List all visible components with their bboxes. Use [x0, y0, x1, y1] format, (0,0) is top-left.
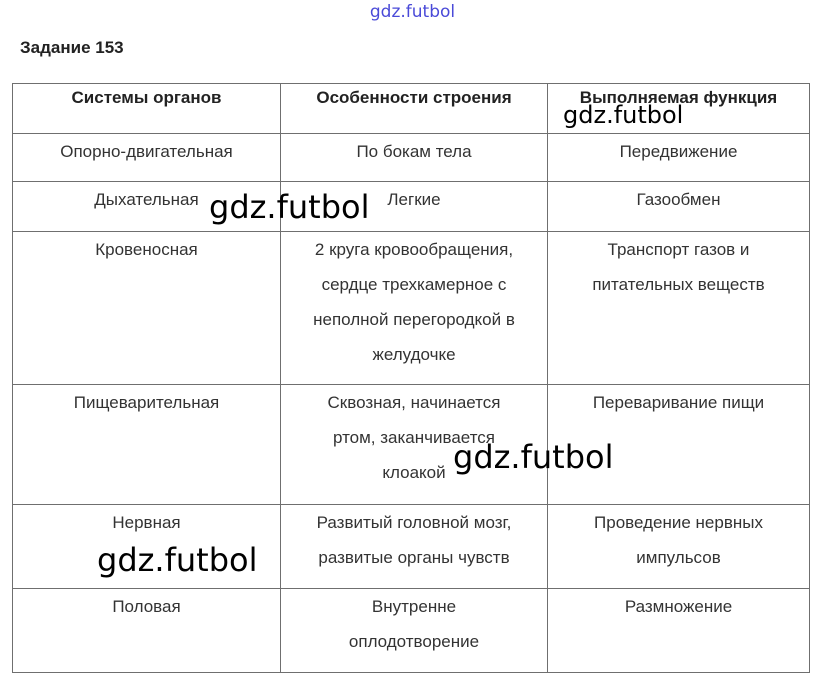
cell-system: Пищеварительная [13, 385, 281, 505]
organ-systems-table [12, 83, 810, 673]
cell-system: Опорно-двигательная [13, 134, 281, 182]
cell-system: Половая [13, 589, 281, 673]
table-row [13, 385, 810, 505]
cell-line: Переваривание пищи [592, 393, 765, 412]
cell-structure [281, 232, 548, 385]
cell-line: Размножение [624, 597, 733, 616]
cell-structure [281, 589, 548, 673]
table-row [13, 182, 810, 232]
table-row [13, 232, 810, 385]
cell-system: Дыхательная [13, 182, 281, 232]
cell-line: желудочке [372, 345, 456, 364]
table-row [13, 134, 810, 182]
task-title: Задание 153 [20, 38, 124, 57]
cell-line: клоакой [382, 463, 446, 482]
watermark: gdz.futbol [97, 541, 258, 579]
table-row [13, 589, 810, 673]
cell-line: сердце трехкамерное с [321, 275, 507, 294]
cell-line: импульсов [636, 548, 721, 567]
header-systems: Системы органов [13, 84, 281, 134]
cell-line: питательных веществ [592, 275, 765, 294]
cell-system: Нервная [13, 505, 281, 589]
cell-line: Внутренне [371, 597, 457, 616]
cell-line: ртом, заканчивается [332, 428, 495, 447]
cell-function [548, 505, 810, 589]
cell-line: 2 круга кровообращения, [314, 240, 514, 259]
watermark: gdz.futbol [563, 101, 684, 129]
site-watermark-top: gdz.futbol [369, 2, 456, 22]
cell-structure [281, 505, 548, 589]
watermark: gdz.futbol [209, 188, 370, 226]
table-header-row [13, 84, 810, 134]
header-function: Выполняемая функция [548, 84, 810, 134]
cell-function [548, 134, 810, 182]
cell-function [548, 232, 810, 385]
cell-line: развитые органы чувств [318, 548, 510, 567]
cell-line: неполной перегородкой в [313, 310, 515, 329]
cell-line: Развитый головной мозг, [316, 513, 512, 532]
cell-line: Транспорт газов и [607, 240, 750, 259]
cell-function [548, 182, 810, 232]
cell-line: Проведение нервных [594, 513, 763, 532]
cell-line: Сквозная, начинается [327, 393, 501, 412]
cell-structure [281, 134, 548, 182]
cell-line: Передвижение [619, 142, 738, 161]
cell-line: оплодотворение [348, 632, 480, 651]
cell-line: Газообмен [636, 190, 721, 209]
header-structure: Особенности строения [281, 84, 548, 134]
cell-function [548, 589, 810, 673]
cell-system: Кровеносная [13, 232, 281, 385]
cell-line: Легкие [387, 190, 441, 209]
cell-line: По бокам тела [356, 142, 472, 161]
watermark: gdz.futbol [453, 438, 614, 476]
